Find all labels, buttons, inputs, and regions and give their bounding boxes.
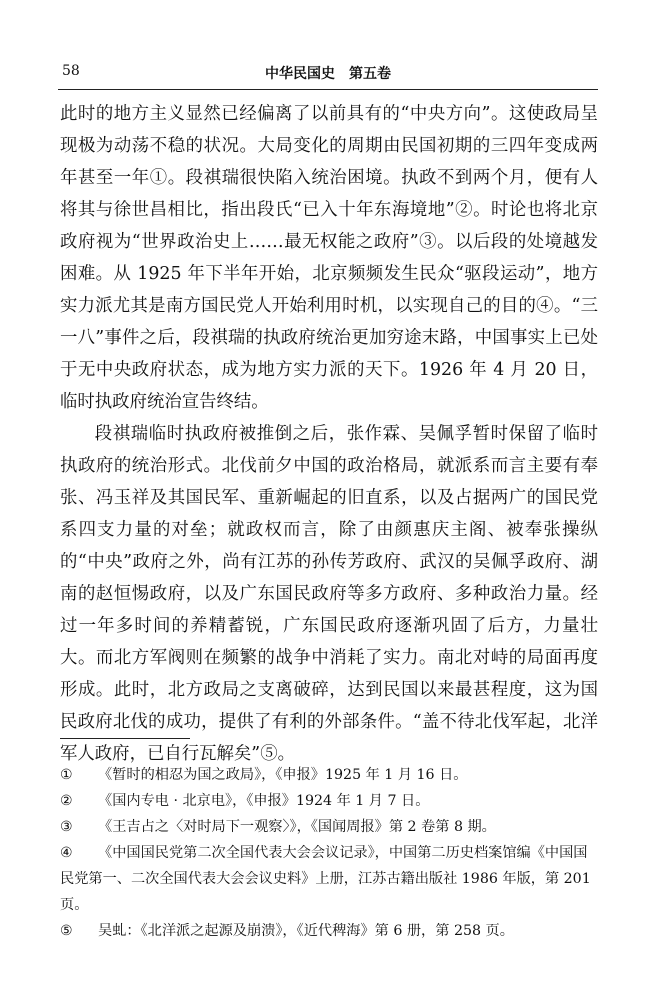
footnote-rule (60, 738, 190, 739)
footnote-mark: ② (60, 793, 73, 809)
footnote-text: 《暂时的相忍为国之政局》，《申报》1925 年 1 月 16 日。 (98, 767, 468, 783)
footnote-mark: ④ (60, 845, 73, 861)
footnote (60, 762, 598, 788)
footnote (60, 814, 598, 840)
running-head: 中华民国史 第五卷 (265, 66, 391, 82)
header-rule (58, 89, 598, 90)
footnote-text: 吴虬：《北洋派之起源及崩溃》，《近代稗海》第 6 册，第 258 页。 (98, 923, 514, 939)
paragraph: 段祺瑞临时执政府被推倒之后，张作霖、吴佩孚暂时保留了临时执政府的统治形式。北伐前夕中国的政治格局，就派系而言主要有奉张、冯玉祥及其国民军、重新崛起的旧直系，以及占据两广的国民党系四支力量的对垒；就政权而言，除了由颜惠庆主阁、被奉张操纵的“中央”政府之外，尚有江苏的孙传芳政府、武汉的吴佩孚政府、湖南的赵恒惕政府，以及广东国民政府等多方政府、多种政治力量。经过一年多时间的养精蓄锐，广东国民政府逐渐巩固了后方，力量壮大。而北方军阀则在频繁的战争中消耗了实力。南北对峙的局面再度形成。此时，北方政局之支离破碎，达到民国以来最甚程度，这为国民政府北伐的成功，提供了有利的外部条件。“盖不待北伐军起，北洋军人政府，已自行瓦解矣”⑤。 (60, 424, 598, 764)
footnote-mark: ⑤ (60, 923, 73, 939)
body-text (60, 98, 598, 770)
page-number: 58 (62, 63, 80, 79)
footnote-text: 《王吉占之〈对时局下一观察〉》，《国闻周报》第 2 卷第 8 期。 (98, 819, 496, 835)
footnote-mark: ① (60, 767, 73, 783)
footnote-text: 《中国国民党第二次全国代表大会会议记录》，中国第二历史档案馆编《中国国民党第一、二次全国代表大会会议史料》上册，江苏古籍出版社 1986 年版，第 201 页。 (60, 845, 591, 913)
footnote (60, 840, 598, 918)
page-header (62, 63, 594, 89)
footnote-text: 《国内专电 · 北京电》，《申报》1924 年 1 月 7 日。 (98, 793, 430, 809)
footnotes (60, 762, 598, 944)
paragraph: 此时的地方主义显然已经偏离了以前具有的“中央方向”。这使政局呈现极为动荡不稳的状况。大局变化的周期由民国初期的三四年变成两年甚至一年①。段祺瑞很快陷入统治困境。执政不到两个月，便有人将其与徐世昌相比，指出段氏“已入十年东海境地”②。时论也将北京政府视为“世界政治史上……最无权能之政府”③。以后段的处境越发困难。从 1925 年下半年开始，北京频频发生民众“驱段运动”，地方实力派尤其是南方国民党人开始利用时机，以实现自己的目的④。“三一八”事件之后，段祺瑞的执政府统治更加穷途末路，中国事实上已处于无中央政府状态，成为地方实力派的天下。1926 年 4 月 20 日，临时执政府统治宣告终结。 (60, 104, 598, 412)
footnote-mark: ③ (60, 819, 73, 835)
footnote (60, 788, 598, 814)
footnote (60, 918, 598, 944)
